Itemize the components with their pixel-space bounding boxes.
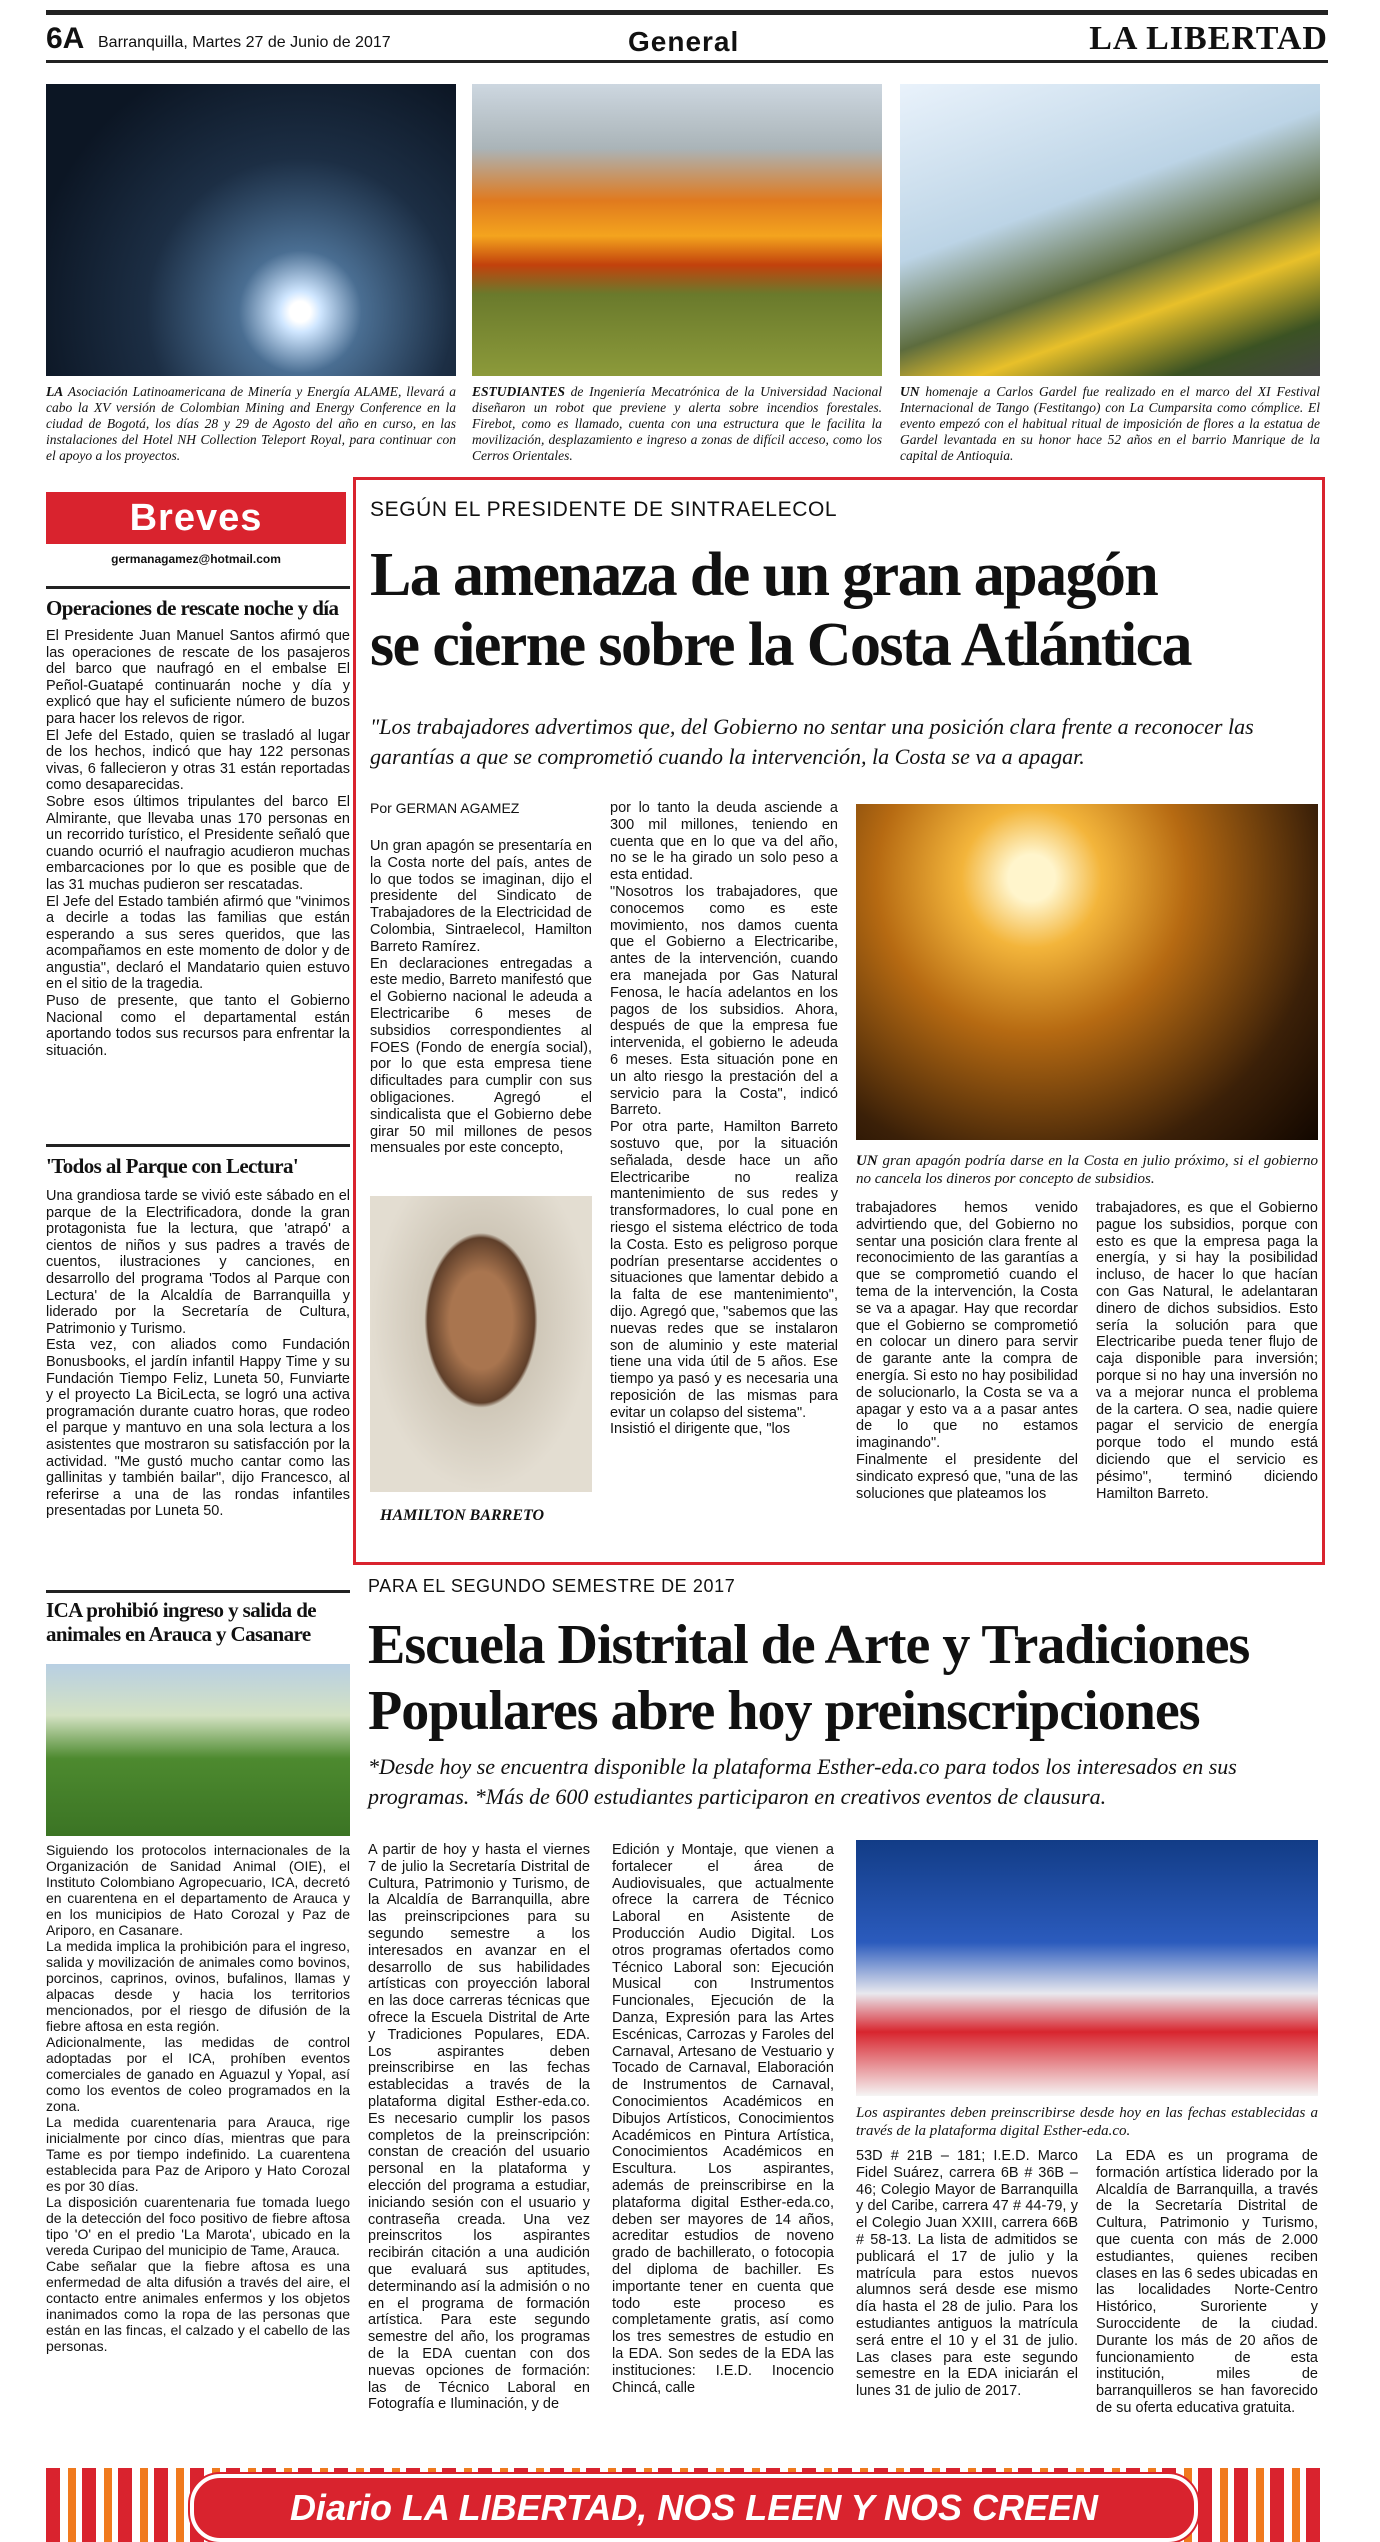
author-email: germanagamez@hotmail.com [111, 552, 281, 566]
divider [46, 1144, 350, 1147]
dancers-photo [856, 1840, 1318, 2096]
portrait-caption: HAMILTON BARRETO [380, 1507, 545, 1524]
candlelight-photo [856, 804, 1318, 1140]
article-headline: La amenaza de un gran apagón se cierne sobre la Costa Atlántica [370, 541, 1191, 679]
article-column: La EDA es un programa de formación artística liderado por la Alcaldía de Barranquilla, a través de la Secretaría Distrital de Cultura, Patrimonio y Turismo, que cuenta con más de 2.000 estudiantes, quienes reciben clases en las 6 sedes ubicadas en las localidades Norte-Centro Histórico, Suroriente y Suroccidente de la ciudad. Durante los más de 20 años de funcionamiento de esta institución, miles de barranquilleros se han favorecido de su oferta educativa gratuita. [1096, 2148, 1318, 2416]
article-kicker: SEGÚN EL PRESIDENTE DE SINTRAELECOL [370, 498, 838, 521]
article-column: Un gran apagón se presentaría en la Costa norte del país, antes de lo que todos se imaginan, dijo el presidente del Sindicato de Trabajadores de la Electricidad de Colombia, Sintraelecol, Hamilton Barreto Ramírez. En declaraciones entregadas a este medio, Barreto manifestó que el Gobierno nacional le adeuda a Electricaribe 6 meses de subsidios correspondientes al FOES (Fondo de energía social), por lo que esta empresa tiene dificultades para cumplir con sus obligaciones. Agregó el sindicalista que el Gobierno debe girar 50 mil millones de pesos mensuales por este concepto, [370, 838, 592, 1157]
newspaper-brand: LA LIBERTAD [1089, 20, 1328, 57]
article-column: A partir de hoy y hasta el viernes 7 de julio la Secretaría Distrital de Cultura, Patrimonio y Turismo, de la Alcaldía de Barranquilla, abre las preinscripciones para su segundo semestre a los interesados en avanzar en el desarrollo de sus habilidades artísticas con proyección laboral en las doce carreras técnicas que ofrece la Escuela Distrital de Arte y Tradiciones Populares, EDA. Los aspirantes deben preinscribirse en las fechas establecidas a través de la plataforma digital Esther-eda.co. Es necesario cumplir los pasos completos de la preinscripción: constan de creación del usuario personal en la plataforma y elección del programa a estudiar, iniciando sesión con el usuario y contraseña creada. Una vez preinscritos los aspirantes recibirán citación a una audición que evaluará sus aptitudes, determinando así la admisión o no en el programa de formación artística. Para este segundo semestre del año, los programas de la EDA cuentan con dos nuevas opciones de formación: las de Técnico Laboral en Fotografía e Iluminación, y de [368, 1842, 590, 2413]
footer-slogan: Diario LA LIBERTAD, NOS LEEN Y NOS CREEN [190, 2474, 1198, 2542]
brief-body: Siguiendo los protocolos internacionales de la Organización de Sanidad Animal (OIE), el Instituto Colombiano Agropecuario, ICA, decretó en cuarentena en el departamento de Arauca y en los municipios de Hato Corozal y Paz de Ariporo, en Casanare. La medida implica la prohibición para el ingreso, salida y movilización de animales como bovinos, porcinos, caprinos, ovinos, bufalinos, llamas y alpacas desde y hacia los territorios mencionados, por el riesgo de difusión de la fiebre aftosa en esta región. Adicionalmente, las medidas de control adoptadas por el ICA, prohíben eventos comerciales de ganado en Aguazul y Yopal, así como los eventos de coleo programados en la zona. La medida cuarentenaria para Arauca, rige inicialmente por cinco días, mientras que para Tame es por tiempo indefinido. La cuarentena establecida para Paz de Ariporo y Hato Corozal es por 30 días. La disposición cuarentenaria fue tomada luego de la detección del foco positivo de fiebre aftosa tipo 'O' en el predio 'La Marota', ubicado en la vereda Curipao del municipio de Tame, Arauca. Cabe señalar que la fiebre aftosa es una enfermedad de alta difusión a través del aire, el contacto entre animales enfermos y los objetos inanimados como la ropa de las personas que están en las fincas, el calzado y el cabello de las personas. [46, 1842, 350, 2354]
article-dek: "Los trabajadores advertimos que, del Gobierno no sentar una posición clara frente a reconocer las garantías a que se comprometió cuando la intervención, la Costa se va a apagar. [370, 714, 1254, 769]
brief-body: El Presidente Juan Manuel Santos afirmó que las operaciones de rescate de los pasajeros del barco que naufragó en el embalse El Peñol-Guatapé continuarán noche y día y explicó que hay el suficiente número de buzos para hacer los relevos de rigor. El Jefe del Estado, quien se trasladó al lugar de los hechos, indicó que hay 122 personas vivas, 6 fallecieron y otras 31 están reportadas como desaparecidas. Sobre esos últimos tripulantes del barco El Almirante, que llevaba unas 170 personas en un recorrido turístico, el Presidente señaló que cuando ocurrió el naufragio acudieron muchas embarcaciones por lo que es posible que de las 31 muchas pudieron ser rescatadas. El Jefe del Estado también afirmó que "vinimos a decirle a todas las familias que están esperando a sus seres queridos, que las acompañamos en este momento de dolor y de angustia", declaró el Mandatario quien estuvo en el sitio de la tragedia. Puso de presente, que tanto el Gobierno Nacional como el departamental están aportando todos sus recursos para enfrentar la situación. [46, 628, 350, 1059]
article-headline: Escuela Distrital de Arte y Tradiciones Populares abre hoy preinscripciones [368, 1614, 1250, 1742]
section-name: General [628, 26, 740, 57]
article-kicker: PARA EL SEGUNDO SEMESTRE DE 2017 [368, 1576, 736, 1596]
photo-caption: Los aspirantes deben preinscribirse desde hoy en las fechas establecidas a través de la plataforma digital Esther-eda.co. [856, 2105, 1318, 2139]
article-column: trabajadores, es que el Gobierno pague los subsidios, porque con esto es que la empresa paga la energía, y si hay la posibilidad incluso, de hacer lo que hacían con Gas Natural, le adelantaran dinero de dichos subsidios. Esto sería la solución para que Electricaribe pueda tener flujo de caja disponible para inversión; porque si no hay una inversión no va a mejorar nunca el problema de la cartera. O sea, nadie quiere pagar el servicio de energía porque todo el mundo está diciendo que el servicio es pésimo", terminó diciendo Hamilton Barreto. [1096, 1200, 1318, 1502]
page-number: 6A [46, 22, 85, 55]
brief-headline: Operaciones de rescate noche y día [46, 596, 339, 620]
hamilton-barreto-portrait [370, 1196, 592, 1492]
photo-caption: UN homenaje a Carlos Gardel fue realizado en el marco del XI Festival Internacional de Tango (Festitango) con La Cumparsita como cómplice. El evento empezó con el habitual ritual de imposición de flores a la estatua de Gardel levantada en su honor hace 52 años en el barrio Manrique de la capital de Antioquia. [900, 384, 1320, 463]
brief-headline: 'Todos al Parque con Lectura' [46, 1154, 299, 1178]
top-rule [46, 10, 1328, 15]
article-column: por lo tanto la deuda asciende a 300 mil millones, teniendo en cuenta que en lo que va del año, no se le ha girado un solo peso a esta entidad. "Nosotros los trabajadores, que conocemos como es este movimiento, nos damos cuenta que el Gobierno a Electricaribe, antes de la intervención, cuando era manejada por Gas Natural Fenosa, le hacía adelantos en los pagos de los subsidios. Ahora, después de que la empresa fue intervenida, el gobierno le adeuda 6 meses. Esta situación pone en un alto riesgo la prestación del a servicio para la Costa", indicó Barreto. Por otra parte, Hamilton Barreto sostuvo que, por la situación señalada, desde hace un año Electricaribe no realiza mantenimiento de sus redes y transformadores, lo cual pone en riesgo el sistema eléctrico de toda la Costa. Esto es peligroso porque podrían presentarse accidentes o situaciones que lamentar debido a la falta de ese mantenimiento", dijo. Agregó que, "sabemos que las nuevas redes que se instalaron son de aluminio y este material tiene una vida útil de 5 años. Ese tiempo ya pasó y es necesaria una reposición de las mismas para evitar un colapso del sistema". Insistió el dirigente que, "los [610, 800, 838, 1438]
breves-title: Breves [46, 492, 346, 544]
cattle-photo [46, 1664, 350, 1836]
forest-fire-photo [472, 84, 882, 376]
divider [46, 1590, 350, 1593]
brief-body: Una grandiosa tarde se vivió este sábado en el parque de la Electrificadora, donde la gran protagonista fue la lectura, que 'atrapó' a cientos de niños y sus padres a través de cuentos, ilustraciones y canciones, en desarrollo del programa 'Todos al Parque con Lectura' de la Alcaldía de Barranquilla y liderado por la Secretaría de Cultura, Patrimonio y Turismo. Esta vez, con aliados como Fundación Bonusbooks, el jardín infantil Happy Time y su Fundación Tiempo Feliz, Luneta 50, Funviarte y el proyecto La BiciLecta, se logró una activa programación durante cuatro horas, que rodeo el parque y mantuvo en una sola lectura a los asistentes que mostraron su satisfacción por la actividad. "Me gustó mucho cantar como las gallinitas y también bailar", dijo Francesco, al referirse a una de las rondas infantiles presentadas por Luneta 50. [46, 1188, 350, 1520]
article-column: 53D # 21B – 181; I.E.D. Marco Fidel Suárez, carrera 6B # 36B – 46; Colegio Mayor de Barranquilla y del Caribe, carrera 47 # 44-79, y el Colegio Juan XXIII, carrera 66B # 58-13. La lista de admitidos se publicará el 17 de julio y la matrícula para estos nuevos alumnos será desde ese mismo día hasta el 28 de julio. Para los estudiantes antiguos la matrícula será entre el 10 y el 31 de julio. Las clases para este segundo semestre en la EDA iniciarán el lunes 31 de julio de 2017. [856, 2148, 1078, 2400]
page-header [46, 20, 1328, 63]
gardel-statue-photo [900, 84, 1320, 376]
photo-caption: UN gran apagón podría darse en la Costa en julio próximo, si el gobierno no cancela los dineros por concepto de subsidios. [856, 1153, 1318, 1187]
photo-caption: LA Asociación Latinoamericana de Minería y Energía ALAME, llevará a cabo la XV versión de Colombian Mining and Energy Conference en la ciudad de Bogotá, los días 28 y 29 de Agosto del año en curso, en las instalaciones del Hotel NH Collection Teleport Royal, para continuar con el apoyo a los proyectos. [46, 384, 456, 463]
article-column: Edición y Montaje, que vienen a fortalecer el área de Audiovisuales, que actualmente ofrece la carrera de Técnico Laboral en Asistente de Producción Audio Digital. Los otros programas ofertados como Técnico Laboral son: Ejecución Musical con Instrumentos Funcionales, Ejecución de la Danza, Expresión para las Artes Escénicas, Carrozas y Faroles del Carnaval, Artesano de Vestuario y Tocado de Carnaval, Elaboración de Instrumentos de Carnaval, Conocimientos Académicos en Dibujos Artísticos, Conocimientos Académicos en Pintura Artística, Conocimientos Académicos en Escultura. Los aspirantes, además de preinscribirse en la plataforma digital Esther-eda.co, deben ser mayores de 14 años, acreditar estudios de noveno grado de bachillerato, o fotocopia del diploma de bachiller. Es importante tener en cuenta que todo este proceso es completamente gratis, así como los tres semestres de estudio en la EDA. Son sedes de la EDA las instituciones: I.E.D. Inocencio Chincá, calle [612, 1842, 834, 2396]
photo-caption: ESTUDIANTES de Ingeniería Mecatrónica de la Universidad Nacional diseñaron un robot que previene y alerta sobre incendios forestales. Firebot, como es llamado, cuenta con una estructura que le facilita la movilización, desplazamiento e ingreso a zonas de difícil acceso, como los Cerros Orientales. [472, 384, 882, 463]
brief-headline: ICA prohibió ingreso y salida de animales en Arauca y Casanare [46, 1598, 317, 1646]
article-column: trabajadores hemos venido advirtiendo que, del Gobierno no sentar una posición clara frente al reconocimiento de las garantías a que se comprometió cuando el tema de la intervención, la Costa se va a apagar. Hay que recordar que el Gobierno se comprometió en colocar un dinero para servir de garante ante la compra de energía. Si esto no hay posibilidad de solucionarlo, la Costa se va a apagar y esto va a a pasar antes de lo que no estamos imaginando". Finalmente el presidente del sindicato expresó que, "una de las soluciones que plateamos los [856, 1200, 1078, 1502]
byline: Por GERMAN AGAMEZ [370, 800, 520, 816]
issue-date: Barranquilla, Martes 27 de Junio de 2017 [98, 34, 391, 51]
welding-photo [46, 84, 456, 376]
divider [46, 586, 350, 589]
article-dek: *Desde hoy se encuentra disponible la plataforma Esther-eda.co para todos los interesados en sus programas. *Más de 600 estudiantes participaron en creativos eventos de clausura. [368, 1754, 1237, 1809]
